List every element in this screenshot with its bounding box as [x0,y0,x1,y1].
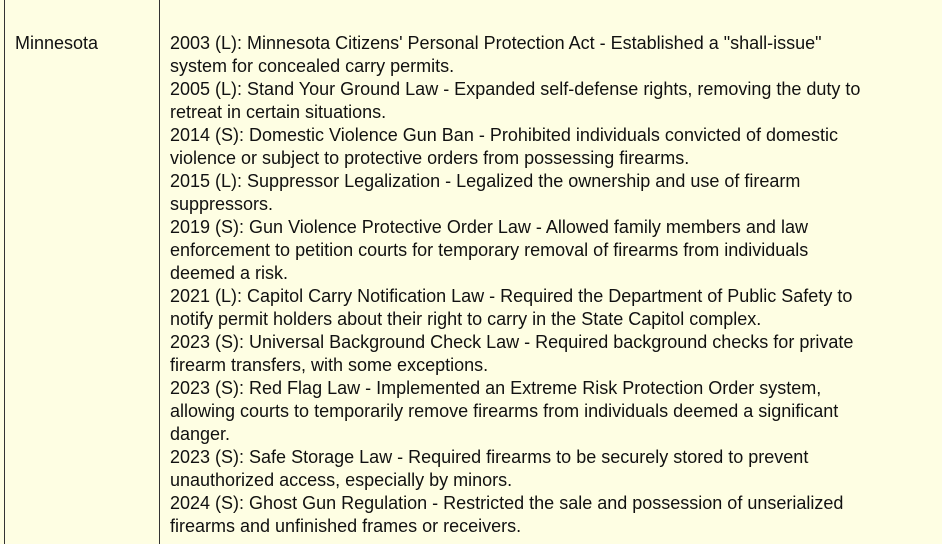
law-entry [170,78,942,124]
laws-cell [170,32,942,538]
law-entry [170,446,942,492]
law-line: 2015 (L): Suppressor Legalization - Legalized the ownership and use of firearm [170,171,801,191]
law-line: 2005 (L): Stand Your Ground Law - Expanded self-defense rights, removing the duty to [170,79,861,99]
law-entry [170,331,942,377]
law-line: system for concealed carry permits. [170,56,455,76]
law-entry [170,32,942,78]
law-line: 2014 (S): Domestic Violence Gun Ban - Prohibited individuals convicted of domestic [170,125,839,145]
law-line: 2023 (S): Safe Storage Law - Required firearms to be securely stored to prevent [170,447,809,467]
law-line: suppressors. [170,194,274,214]
law-line: allowing courts to temporarily remove firearms from individuals deemed a significant [170,401,839,421]
law-line: retreat in certain situations. [170,102,387,122]
law-line: 2003 (L): Minnesota Citizens' Personal Protection Act - Established a "shall-issue" [170,33,822,53]
law-entry [170,377,942,446]
law-entry [170,216,942,285]
cell-border-divider [159,0,160,544]
law-line: violence or subject to protective orders from possessing firearms. [170,148,690,168]
law-line: 2019 (S): Gun Violence Protective Order Law - Allowed family members and law [170,217,808,237]
law-entry [170,124,942,170]
law-line: 2021 (L): Capitol Carry Notification Law - Required the Department of Public Safety to [170,286,853,306]
law-entry [170,285,942,331]
law-line: danger. [170,424,231,444]
law-line: 2023 (S): Red Flag Law - Implemented an Extreme Risk Protection Order system, [170,378,822,398]
law-line: firearm transfers, with some exceptions. [170,355,489,375]
law-line: 2023 (S): Universal Background Check Law - Required background checks for private [170,332,854,352]
law-line: deemed a risk. [170,263,289,283]
law-line: firearms and unfinished frames or receivers. [170,516,522,536]
law-line: 2024 (S): Ghost Gun Regulation - Restricted the sale and possession of unserialized [170,493,844,513]
law-line: enforcement to petition courts for temporary removal of firearms from individuals [170,240,809,260]
cell-border-left [4,0,5,544]
law-entry [170,170,942,216]
law-line: notify permit holders about their right to carry in the State Capitol complex. [170,309,762,329]
law-line: unauthorized access, especially by minors. [170,470,513,490]
law-entry [170,492,942,538]
state-name-cell: Minnesota [15,33,99,53]
